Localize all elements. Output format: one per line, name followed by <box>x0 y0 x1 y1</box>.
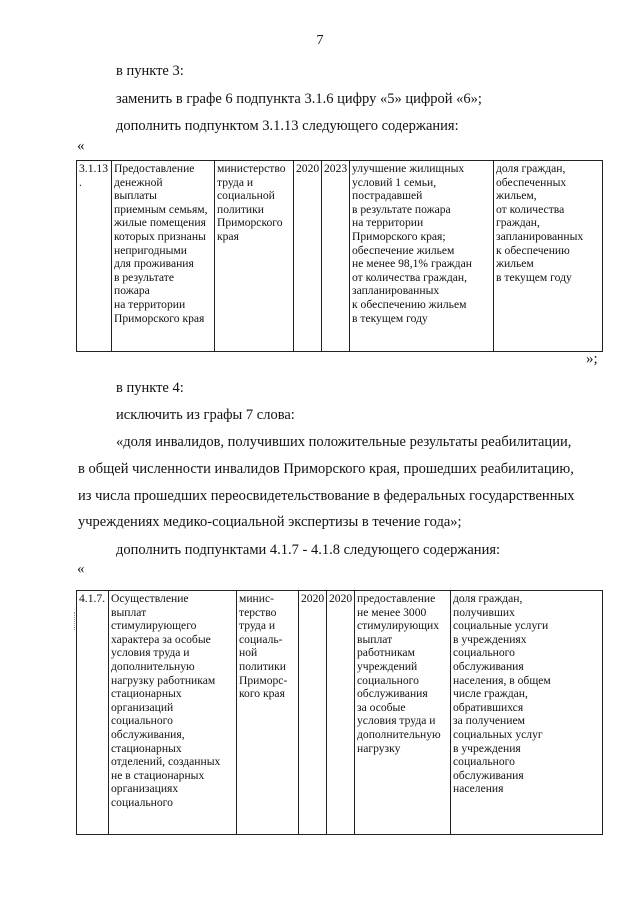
expected-result-cell <box>350 161 494 352</box>
cell-text-line: на территории <box>114 297 186 311</box>
cell-text-line: в учреждения <box>453 741 521 755</box>
cell-text-line: в текущем году <box>352 311 428 325</box>
indicator-cell <box>451 591 603 835</box>
cell-text-line: социальные услуги <box>453 619 549 633</box>
cell-text-line: условия труда и <box>357 714 436 728</box>
cell-text-line: от количества <box>496 202 565 216</box>
cell-text-line: к обеспечению жильем <box>352 297 467 311</box>
cell-text-line: обеспечение жильем <box>352 243 455 257</box>
cell-text-line: стимулирующего <box>111 619 197 633</box>
end-year-cell: 2020 <box>327 591 355 835</box>
cell-text-line: условий 1 семьи, <box>352 175 437 189</box>
cell-text-line: запланированных <box>352 284 440 298</box>
cell-text-line: запланированных <box>496 229 584 243</box>
cell-text-line: нагрузку работникам <box>111 673 216 687</box>
item-code-cell: 4.1.7. <box>77 591 109 835</box>
cell-text-line: числе граждан, <box>453 687 528 701</box>
measure-name-cell <box>112 161 215 352</box>
cell-text-line: политики <box>217 202 264 216</box>
cell-text-line: населения <box>453 782 504 796</box>
cell-text-line: Приморского <box>217 216 283 230</box>
cell-text-line: предоставление <box>357 592 436 605</box>
page-number: 7 <box>316 33 324 48</box>
cell-text-line: социальных услуг <box>453 727 543 741</box>
excluded-text-line-3: из числа прошедших переосвидетельствование в федеральных государственных <box>78 488 575 504</box>
cell-text-line: терство <box>239 605 277 619</box>
cell-text-line: к обеспечению <box>496 243 570 257</box>
cell-text-line: минис- <box>239 592 274 605</box>
cell-text-line: выплат <box>111 605 147 619</box>
cell-text-line: на территории <box>352 216 424 230</box>
section1-heading: в пункте 3: <box>116 63 184 79</box>
cell-text-line: выплат <box>357 632 393 646</box>
cell-text-line: политики <box>239 659 286 673</box>
cell-text-line: социального <box>111 714 173 728</box>
executor-cell <box>237 591 299 835</box>
end-year-cell: 2023 <box>322 161 350 352</box>
open-quote: « <box>77 561 85 577</box>
cell-text-line: за получением <box>453 714 525 728</box>
cell-text-line: обратившихся <box>453 700 524 714</box>
cell-text-line: денежной <box>114 175 163 189</box>
cell-text-line: улучшение жилищных <box>352 162 465 175</box>
expected-result-cell <box>355 591 451 835</box>
excluded-text-line-1: «доля инвалидов, получивших положительные результаты реабилитации, <box>116 434 572 450</box>
cell-text-line: обслуживания, <box>111 727 185 741</box>
cell-text-line: в результате пожара <box>352 202 451 216</box>
cell-text-line: дополнительную <box>357 727 441 741</box>
excluded-text-line-4: учреждениях медико-социальной экспертизы в течение года»; <box>78 514 462 530</box>
cell-text-line: населения, в общем <box>453 673 551 687</box>
cell-text-line: доля граждан, <box>453 592 523 605</box>
cell-text-line: организациях <box>111 782 179 796</box>
open-quote: « <box>77 138 85 154</box>
amendment-table-3-1-13 <box>76 160 603 352</box>
cell-text-line: в результате <box>114 270 174 284</box>
cell-text-line: за особые <box>357 700 406 714</box>
cell-text-line: Предоставление <box>114 162 195 175</box>
cell-text-line: обслуживания <box>357 687 428 701</box>
close-quote: »; <box>586 351 598 367</box>
cell-text-line: работникам <box>357 646 415 660</box>
cell-text-line: обслуживания <box>453 768 524 782</box>
cell-text-line: ной <box>239 646 258 660</box>
cell-text-line: края <box>217 229 239 243</box>
cell-text-line: жильем <box>496 257 534 271</box>
cell-text-line: получивших <box>453 605 515 619</box>
table-row <box>77 161 603 352</box>
cell-text-line: для проживания <box>114 257 194 271</box>
section1-replace-instruction: заменить в графе 6 подпункта 3.1.6 цифру «5» цифрой «6»; <box>116 91 482 107</box>
cell-text-line: граждан, <box>496 216 540 230</box>
start-year-cell: 2020 <box>294 161 322 352</box>
cell-text-line: дополнительную <box>111 659 195 673</box>
cell-text-line: нагрузку <box>357 741 401 755</box>
section1-add-instruction: дополнить подпунктом 3.1.13 следующего содержания: <box>116 118 459 134</box>
cell-text-line: условия труда и <box>111 646 190 660</box>
section2-exclude-instruction: исключить из графы 7 слова: <box>116 407 295 423</box>
section2-heading: в пункте 4: <box>116 380 184 396</box>
amendment-table-4-1-7 <box>76 590 603 835</box>
cell-text-line: в текущем году <box>496 270 572 284</box>
cell-text-line: социального <box>357 673 419 687</box>
cell-text-line: приемным семьям, <box>114 202 208 216</box>
excluded-text-line-2: в общей численности инвалидов Приморского края, прошедших реабилитацию, <box>78 461 574 477</box>
cell-text-line: выплаты <box>114 189 157 203</box>
cell-text-line: Приморского края <box>114 311 205 325</box>
cell-text-line: социальной <box>217 189 275 203</box>
cell-text-line: не менее 98,1% граждан <box>352 257 472 271</box>
cell-text-line: организаций <box>111 700 174 714</box>
cell-text-line: труда и <box>217 175 254 189</box>
table-row <box>77 591 603 835</box>
cell-text-line: обеспеченных <box>496 175 567 189</box>
cell-text-line: обслуживания <box>453 659 524 673</box>
cell-text-line: пострадавшей <box>352 189 423 203</box>
cell-text-line: стационарных <box>111 687 182 701</box>
cell-text-line: жилые помещения <box>114 216 206 230</box>
cell-text-line: не менее 3000 <box>357 605 427 619</box>
cell-text-line: министерство <box>217 162 286 175</box>
cell-text-line: которых признаны <box>114 229 206 243</box>
cell-text-line: кого края <box>239 687 285 701</box>
cell-text-line: в учреждениях <box>453 632 527 646</box>
executor-cell <box>215 161 294 352</box>
cell-text-line: социаль- <box>239 632 283 646</box>
cell-text-line: непригодными <box>114 243 187 257</box>
indicator-cell <box>494 161 603 352</box>
measure-name-cell <box>109 591 237 835</box>
section2-add-instruction: дополнить подпунктами 4.1.7 - 4.1.8 следующего содержания: <box>116 542 501 558</box>
cell-text-line: социального <box>453 646 515 660</box>
cell-text-line: жильем, <box>496 189 537 203</box>
cell-text-line: отделений, созданных <box>111 755 221 769</box>
item-code-cell: 3.1.13. <box>77 161 112 352</box>
cell-text-line: стимулирующих <box>357 619 440 633</box>
cell-text-line: Приморс- <box>239 673 288 687</box>
cell-text-line: социального <box>111 795 173 809</box>
cell-text-line: от количества граждан, <box>352 270 467 284</box>
cell-text-line: не в стационарных <box>111 768 205 782</box>
cell-text-line: пожара <box>114 284 150 298</box>
cell-text-line: Осуществление <box>111 592 189 605</box>
cell-text-line: стационарных <box>111 741 182 755</box>
cell-text-line: характера за особые <box>111 632 211 646</box>
cell-text-line: Приморского края; <box>352 229 446 243</box>
start-year-cell: 2020 <box>299 591 327 835</box>
cell-text-line: учреждений <box>357 659 418 673</box>
cell-text-line: доля граждан, <box>496 162 566 175</box>
cell-text-line: труда и <box>239 619 276 633</box>
cell-text-line: социального <box>453 755 515 769</box>
